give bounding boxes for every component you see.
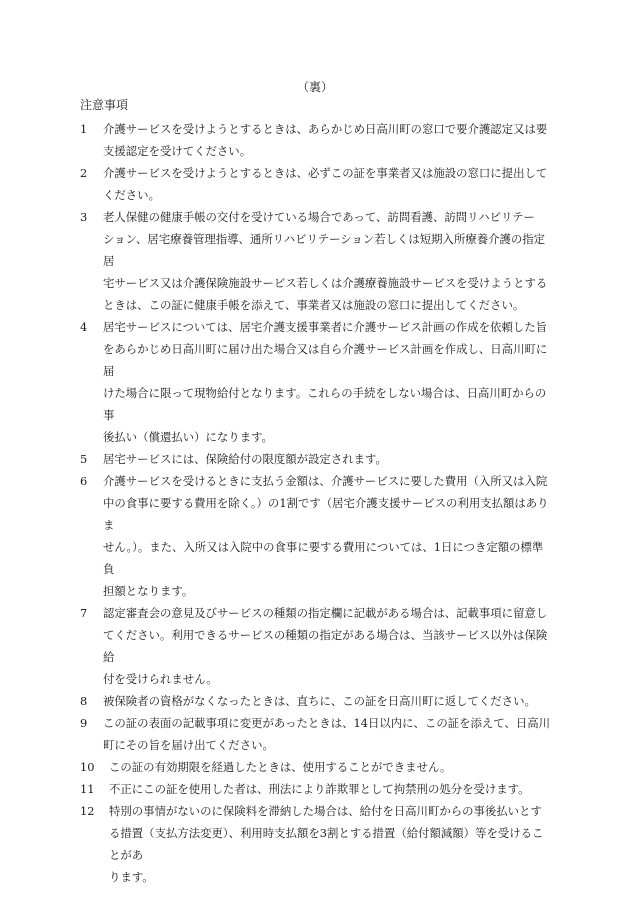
note-item-8: [80, 690, 550, 712]
note-number: 9: [80, 716, 88, 730]
note-number: 11: [80, 782, 95, 796]
note-number: 10: [80, 760, 95, 774]
note-number: 8: [80, 694, 88, 708]
note-text: 介護サービスを受けるときに支払う金額は、介護サービスに要した費用（入所又は入院 中の食事に要する費用を除く。）の1割です（居宅介護支援サービスの利用支払額はありま せん。）。また、入所又は入院中の食事に要する費用については、1日につき定額の標準負 担額となります。: [103, 474, 549, 598]
notes-list: [80, 118, 550, 888]
note-number: 5: [80, 452, 88, 466]
note-item-7: [80, 602, 550, 690]
note-text: この証の表面の記載事項に変更があったときは、14日以内に、この証を添えて、日高川 町にその旨を届け出てください。: [103, 716, 550, 752]
note-item-4: [80, 316, 550, 448]
note-text: 居宅サービスについては、居宅介護支援事業者に介護サービス計画の作成を依頼した旨 をあらかじめ日高川町に届け出た場合又は自ら介護サービス計画を作成し、日高川町に届 けた場合に限って現物給付となります。これらの手続をしない場合は、日高川町からの事 後払い（償還払い）になります。: [103, 320, 548, 444]
note-number: 3: [80, 210, 88, 224]
note-item-11: [80, 778, 550, 800]
note-number: 2: [80, 166, 88, 180]
note-number: 1: [80, 122, 88, 136]
note-item-10: [80, 756, 550, 778]
note-item-12: [80, 800, 550, 888]
note-number: 4: [80, 320, 88, 334]
note-number: 7: [80, 606, 88, 620]
section-title: 注意事項: [80, 98, 129, 112]
note-item-6: [80, 470, 550, 602]
note-text: この証の有効期限を経過したときは、使用することができません。: [109, 760, 452, 774]
page-side-label: （裏）: [296, 80, 333, 94]
note-text: 介護サービスを受けようとするときは、あらかじめ日高川町の窓口で要介護認定又は要 支援認定を受けてください。: [103, 122, 548, 158]
note-text: 特別の事情がないのに保険料を滞納した場合は、給付を日高川町からの事後払いとす る措置（支払方法変更）、利用時支払額を3割とする措置（給付額減額）等を受けることがあ ります。: [109, 804, 544, 884]
note-item-5: [80, 448, 550, 470]
note-item-9: [80, 712, 550, 756]
note-text: 認定審査会の意見及びサービスの種類の指定欄に記載がある場合は、記載事項に留意し てください。利用できるサービスの種類の指定がある場合は、当該サービス以外は保険給 付を受けられません。: [103, 606, 548, 686]
note-item-3: [80, 206, 550, 316]
note-text: 介護サービスを受けようとするときは、必ずこの証を事業者又は施設の窓口に提出して ください。: [103, 166, 548, 202]
note-number: 12: [80, 804, 95, 818]
note-text: 居宅サービスには、保険給付の限度額が設定されます。: [103, 452, 387, 466]
note-item-2: [80, 162, 550, 206]
note-text: 老人保健の健康手帳の交付を受けている場合であって、訪問看護、訪問リハビリテー ション、居宅療養管理指導、通所リハビリテーション若しくは短期入所療養介護の指定居 宅サービス又は介護保険施設サービス若しくは介護療養施設サービスを受けようとする ときは、この証に健康手帳を添えて、事業者又は施設の窓口に提出してください。: [103, 210, 548, 312]
note-text: 不正にこの証を使用した者は、刑法により詐欺罪として拘禁刑の処分を受けます。: [109, 782, 530, 796]
note-text: 被保険者の資格がなくなったときは、直ちに、この証を日高川町に返してください。: [103, 694, 536, 708]
note-number: 6: [80, 474, 88, 488]
note-item-1: [80, 118, 550, 162]
